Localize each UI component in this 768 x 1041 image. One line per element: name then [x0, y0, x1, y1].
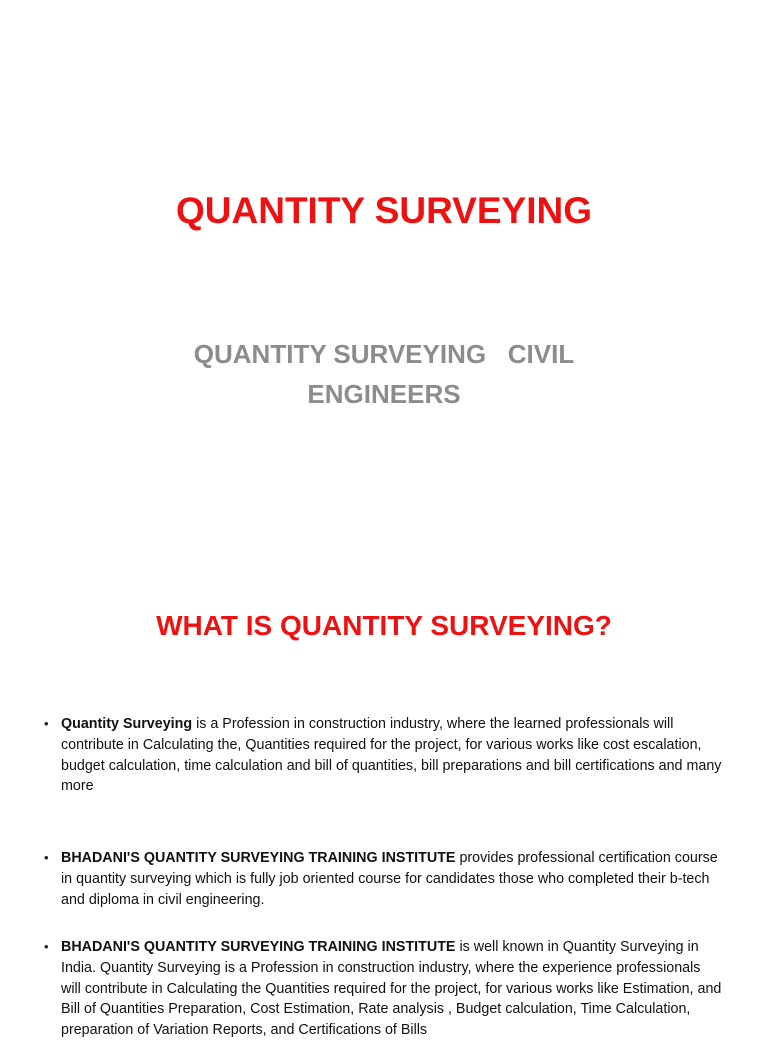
bullet-icon: •	[44, 939, 49, 954]
bullet-item	[44, 937, 724, 1041]
bullet-bold-term: Quantity Surveying	[61, 716, 193, 732]
slide-heading: WHAT IS QUANTITY SURVEYING?	[156, 610, 612, 641]
bullet-text	[44, 848, 724, 910]
bullet-icon: •	[44, 716, 49, 731]
slide-subtitle: QUANTITY SURVEYING CIVIL ENGINEERS	[193, 339, 582, 409]
bullet-body: is a Profession in construction industry, where the learned professionals will contribute in Calculating the, Quantities required for the project, for various works like cost escalation, budget calculation, time calculation and bill of quantities, bill preparations and bill certifications and many more	[61, 716, 722, 795]
bullet-bold-term: BHADANI'S QUANTITY SURVEYING TRAINING INSTITUTE	[61, 939, 456, 955]
bullet-item	[44, 848, 724, 910]
bullet-body: provides professional certification course in quantity surveying which is fully job oriented course for candidates those who completed their b-tech and diploma in civil engineering.	[61, 850, 718, 908]
bullet-text	[44, 714, 724, 797]
bullet-body: is well known in Quantity Surveying in India. Quantity Surveying is a Profession in construction industry, where the experience professionals will contribute in Calculating the Quantities required for the project, for various works like Estimation, and Bill of Quantities Preparation, Cost Estimation, Rate analysis , Budget calculation, Time Calculation, preparation of Variation Reports, and Certifications of Bills	[61, 939, 722, 1039]
bullet-item	[44, 714, 724, 797]
bullet-bold-term: BHADANI'S QUANTITY SURVEYING TRAINING INSTITUTE	[61, 850, 456, 866]
slide-title: QUANTITY SURVEYING	[176, 190, 592, 231]
bullet-text	[44, 937, 724, 1041]
bullet-icon: •	[44, 850, 49, 865]
slide-2	[0, 576, 768, 1039]
